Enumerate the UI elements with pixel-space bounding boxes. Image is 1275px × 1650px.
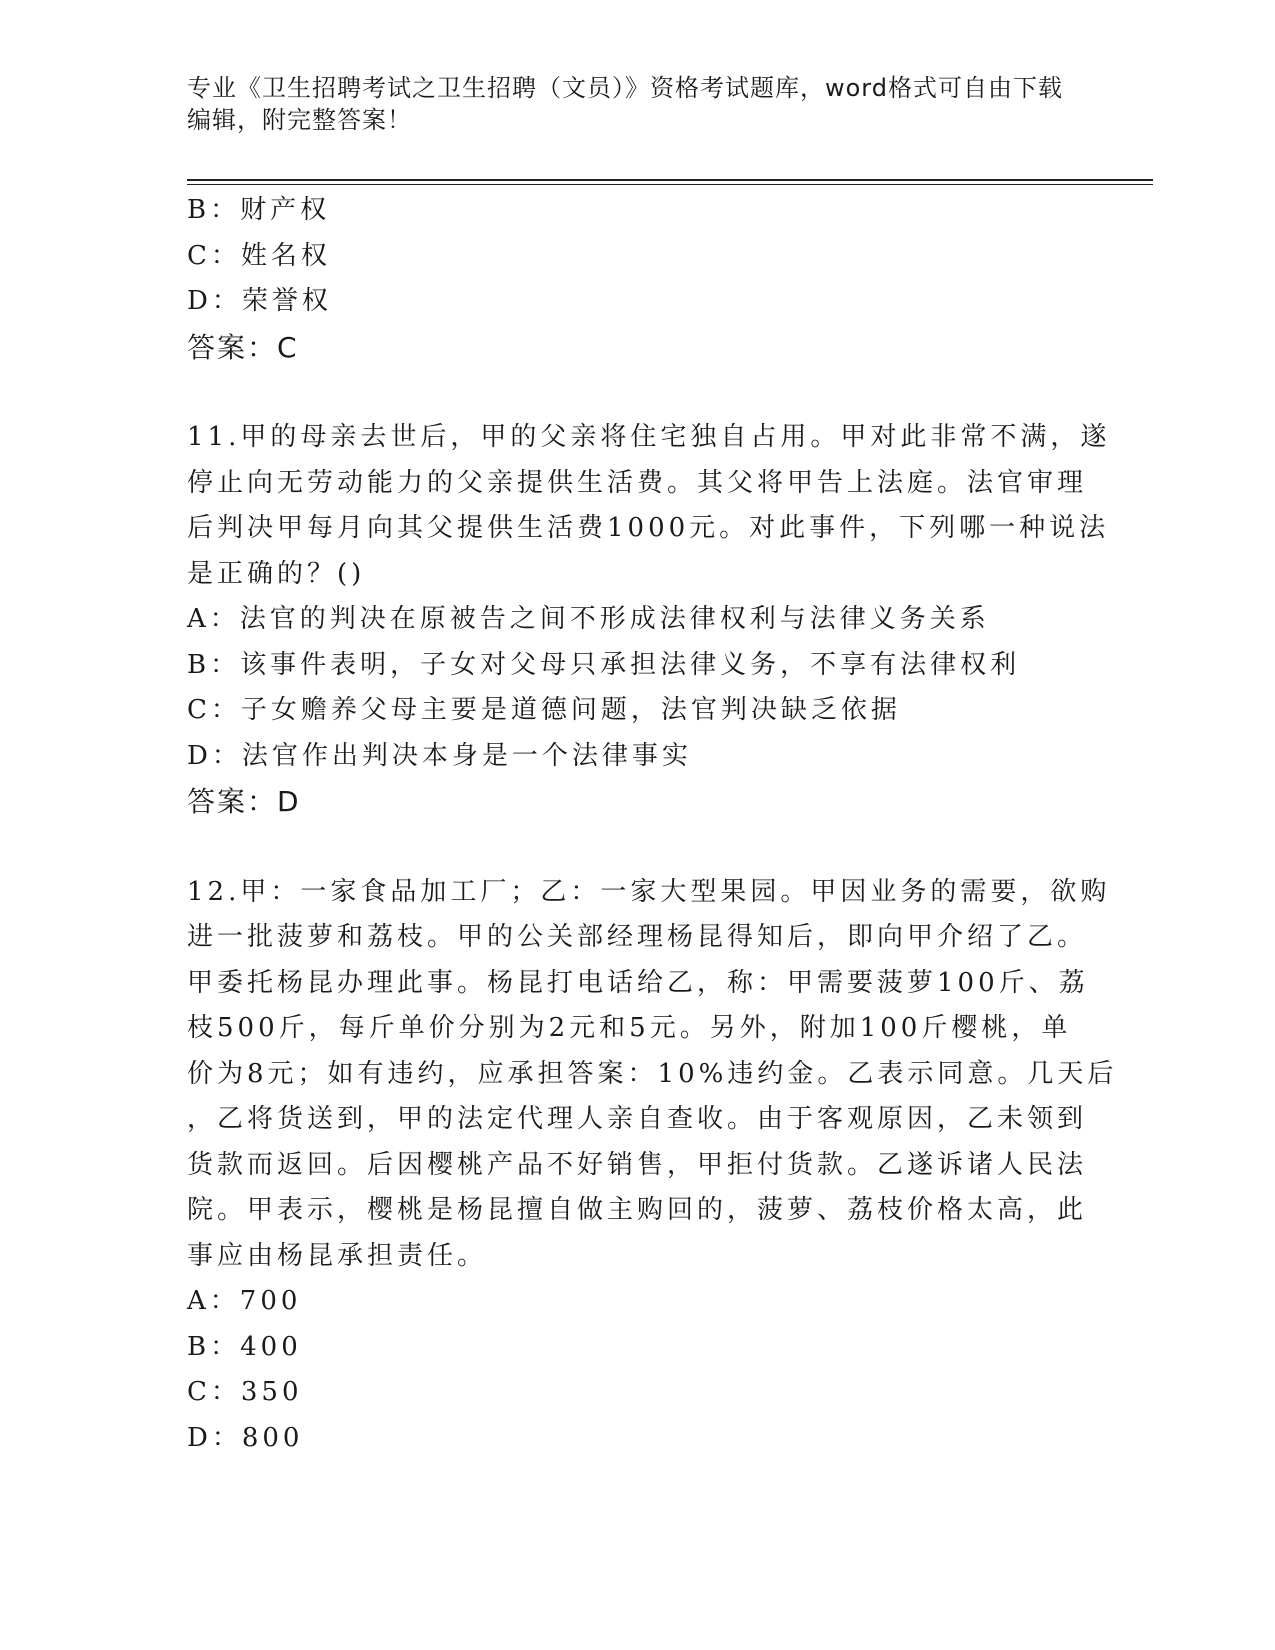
answer-label: 答案：C: [187, 330, 299, 364]
question-stem-line: ，乙将货送到，甲的法定代理人亲自查收。由于客观原因，乙未领到: [187, 1104, 1088, 1134]
question-stem-line: 甲委托杨昆办理此事。杨昆打电话给乙，称：甲需要菠萝100斤、荔: [187, 967, 1089, 998]
option-c: C：350: [187, 1377, 303, 1407]
question-10: [187, 188, 1067, 370]
question-stem-line: 货款而返回。后因樱桃产品不好销售，甲拒付货款。乙遂诉诸人民法: [187, 1149, 1088, 1180]
header-divider-thin: [187, 184, 1153, 185]
option-d: D：荣誉权: [187, 286, 332, 316]
option-d: D：法官作出判决本身是一个法律事实: [187, 740, 692, 771]
question-11: [187, 415, 1111, 825]
option-b: B：400: [187, 1331, 302, 1362]
question-stem-line: 11.甲的母亲去世后，甲的父亲将住宅独自占用。甲对此非常不满，遂: [187, 422, 1111, 452]
question-stem-line: 12.甲：一家食品加工厂；乙：一家大型果园。甲因业务的需要，欲购: [187, 876, 1111, 907]
option-d: D：800: [187, 1422, 304, 1453]
option-c: C：姓名权: [187, 240, 331, 271]
question-stem-line: 枝500斤，每斤单价分别为2元和5元。另外，附加100斤樱桃，单: [187, 1013, 1072, 1043]
header-divider-thick: [187, 179, 1153, 181]
option-a: A：法官的判决在原被告之间不形成法律权利与法律义务关系: [187, 604, 990, 634]
question-stem-line: 是正确的？(): [187, 558, 366, 589]
header-line-1: 专业《卫生招聘考试之卫生招聘（文员）》资格考试题库，word格式可自由下载: [187, 74, 1063, 102]
question-12: [187, 870, 1118, 1462]
option-b: B：财产权: [187, 195, 331, 225]
header-line-2: 编辑，附完整答案！: [187, 106, 412, 134]
answer-label: 答案：D: [187, 785, 301, 818]
question-stem-line: 院。甲表示，樱桃是杨昆擅自做主购回的，菠萝、荔枝价格太高，此: [187, 1195, 1088, 1225]
option-c: C：子女赡养父母主要是道德问题，法官判决缺乏依据: [187, 695, 901, 725]
option-b: B：该事件表明，子女对父母只承担法律义务，不享有法律权利: [187, 649, 1021, 680]
option-a: A：700: [187, 1286, 302, 1316]
document-body: [187, 188, 1118, 1461]
question-stem-line: 价为8元；如有违约，应承担答案：10%违约金。乙表示同意。几天后: [187, 1058, 1118, 1089]
question-stem-line: 进一批菠萝和荔枝。甲的公关部经理杨昆得知后，即向甲介绍了乙。: [187, 922, 1088, 952]
question-stem-line: 停止向无劳动能力的父亲提供生活费。其父将甲告上法庭。法官审理: [187, 467, 1088, 498]
question-stem-line: 后判决甲每月向其父提供生活费1000元。对此事件，下列哪一种说法: [187, 513, 1110, 543]
question-stem-line: 事应由杨昆承担责任。: [187, 1240, 488, 1271]
document-header: [187, 72, 1087, 136]
